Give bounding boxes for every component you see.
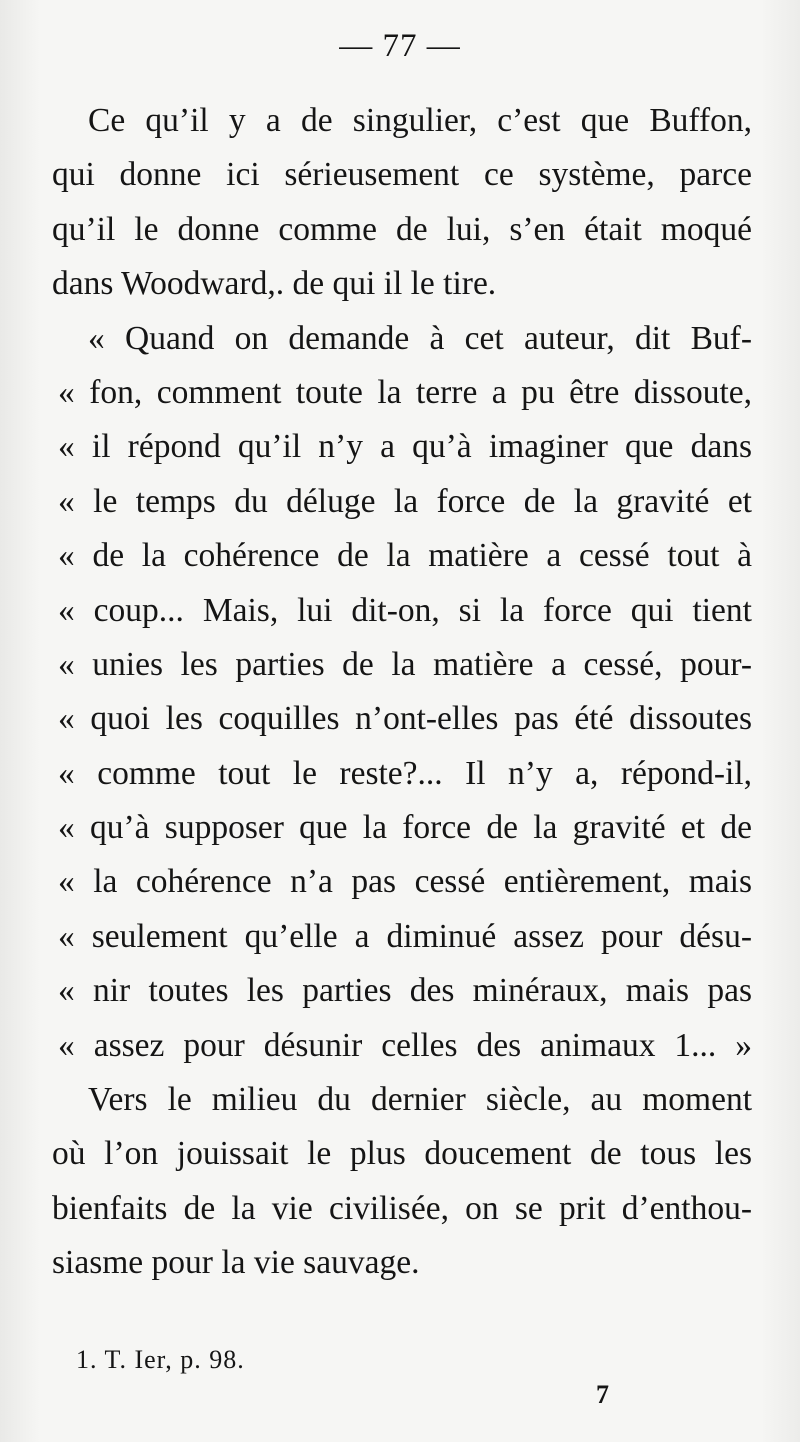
- quote-line: « qu’à supposer que la force de la gravité et de: [58, 809, 752, 847]
- text-line: qui donne ici sérieusement ce système, parce: [52, 156, 752, 194]
- text-line: dans Woodward,. de qui il le tire.: [52, 265, 497, 303]
- quote-line: « comme tout le reste?... Il n’y a, répond-il,: [58, 754, 752, 792]
- quote-line: « il répond qu’il n’y a qu’à imaginer que dans: [58, 428, 752, 466]
- quote-line: « de la cohérence de la matière a cessé tout à: [58, 537, 752, 575]
- page-number: — 77 —: [339, 28, 461, 64]
- text-line: où l’on jouissait le plus doucement de tous les: [52, 1135, 752, 1173]
- quote-line: « le temps du déluge la force de la gravité et: [58, 482, 752, 520]
- footnote: 1. T. Ier, p. 98.: [76, 1345, 245, 1374]
- signature-mark: 7: [596, 1380, 609, 1409]
- text-line: bienfaits de la vie civilisée, on se prit d’enthou-: [52, 1189, 752, 1227]
- quote-line: « la cohérence n’a pas cessé entièrement, mais: [58, 863, 752, 901]
- body-text: [52, 94, 752, 1291]
- quote-line: « seulement qu’elle a diminué assez pour désu-: [58, 917, 752, 955]
- quote-line: « coup... Mais, lui dit-on, si la force qui tient: [58, 591, 752, 629]
- quote-line: « fon, comment toute la terre a pu être dissoute,: [58, 373, 752, 411]
- text-line: siasme pour la vie sauvage.: [52, 1244, 420, 1282]
- quote-line: « nir toutes les parties des minéraux, mais pas: [58, 972, 752, 1010]
- text-line: Ce qu’il y a de singulier, c’est que Buffon,: [88, 102, 752, 139]
- quote-line: « unies les parties de la matière a cessé, pour-: [58, 645, 752, 683]
- text-line: Vers le milieu du dernier siècle, au moment: [88, 1081, 752, 1119]
- text-line: qu’il le donne comme de lui, s’en était moqué: [52, 210, 752, 248]
- quote-line: « Quand on demande à cet auteur, dit Buf-: [88, 319, 752, 357]
- quote-line: « quoi les coquilles n’ont-elles pas été dissoutes: [58, 700, 752, 738]
- quote-line: « assez pour désunir celles des animaux 1... »: [58, 1026, 752, 1064]
